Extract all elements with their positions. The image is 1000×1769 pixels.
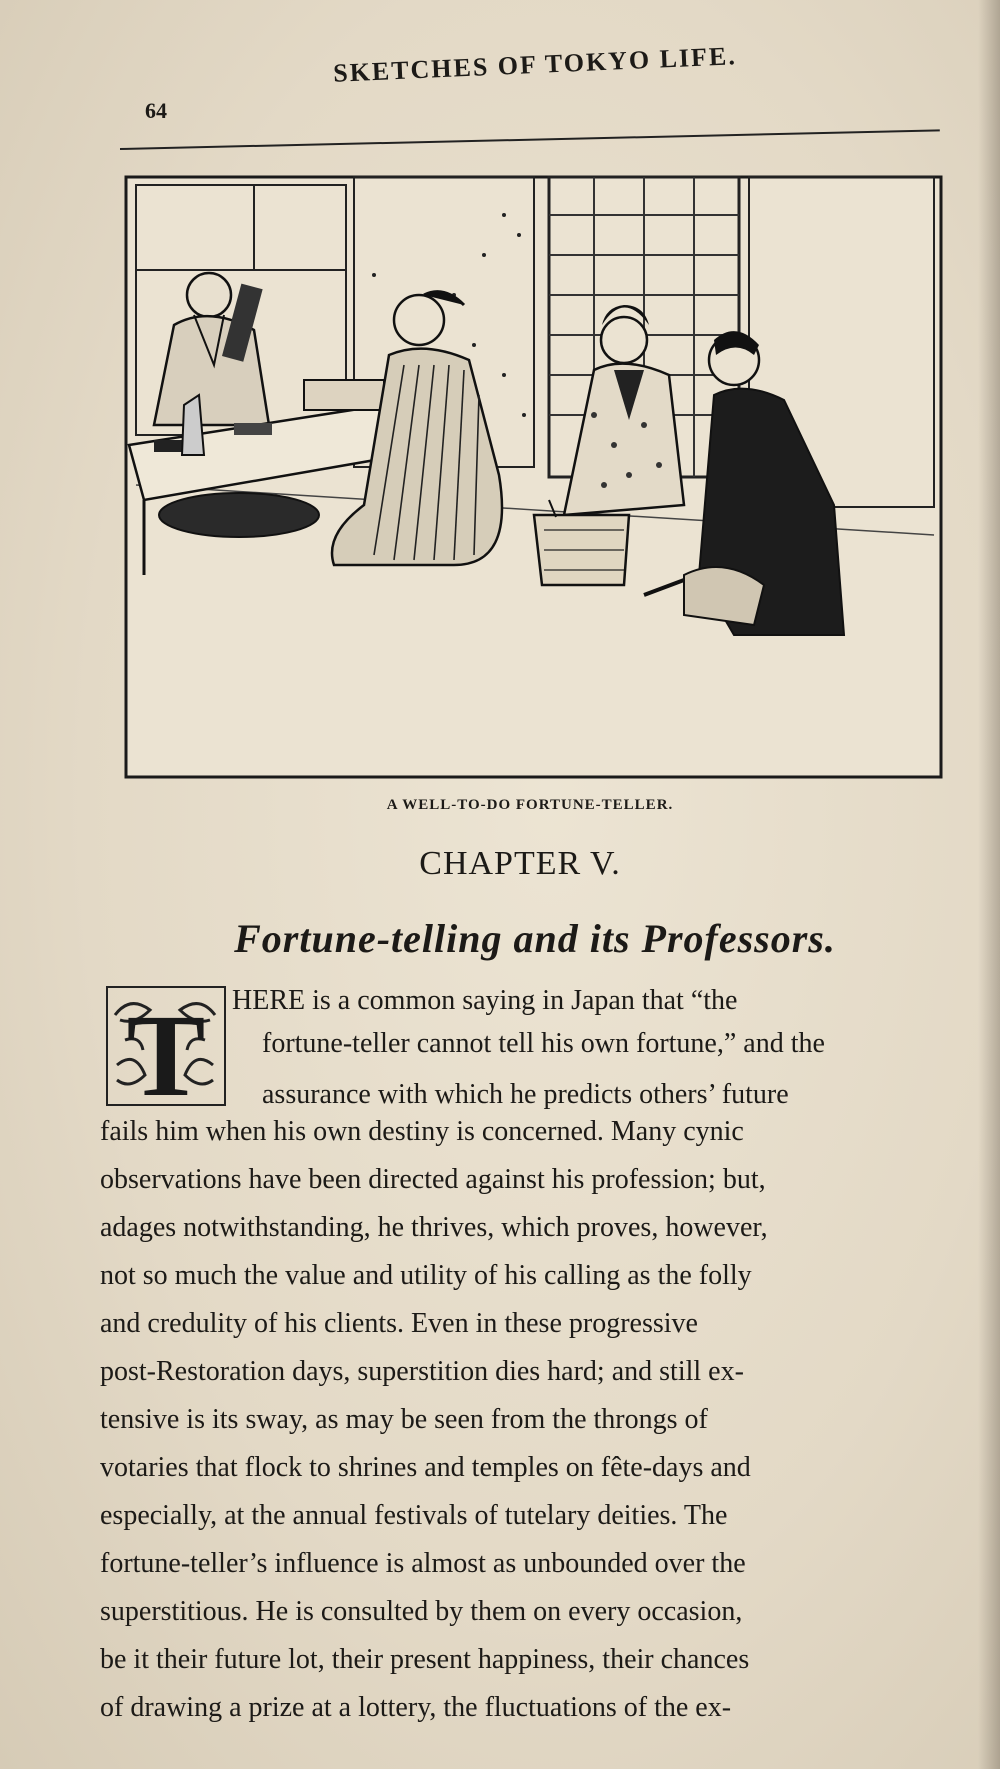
text-line: tensive is its sway, as may be seen from the throngs of <box>100 1404 708 1435</box>
header-rule <box>120 129 940 150</box>
text-line: of drawing a prize at a lottery, the fluctuations of the ex- <box>100 1692 732 1723</box>
illustration-caption: A WELL-TO-DO FORTUNE-TELLER. <box>386 797 674 813</box>
text-line: fortune-teller’s influence is almost as unbounded over the <box>100 1548 746 1579</box>
page-edge-shadow <box>978 0 1000 1769</box>
text-line: fails him when his own destiny is concerned. Many cynic <box>100 1116 744 1147</box>
page-number: 64 <box>145 98 167 123</box>
text-line: especially, at the annual festivals of tutelary deities. The <box>100 1500 728 1531</box>
text-line: assurance with which he predicts others’ future <box>262 1079 789 1110</box>
fortune-teller-illustration <box>124 155 944 790</box>
text-line: superstitious. He is consulted by them on every occasion, <box>100 1596 743 1627</box>
chapter-title: CHAPTER V. <box>419 845 621 882</box>
text-line: HERE is a common saying in Japan that “the <box>232 985 738 1016</box>
text-line: not so much the value and utility of his calling as the folly <box>100 1260 752 1291</box>
text-line: adages notwithstanding, he thrives, which proves, however, <box>100 1212 768 1243</box>
svg-text:T: T <box>126 990 206 1107</box>
text-line: post-Restoration days, superstition dies hard; and still ex- <box>100 1356 744 1387</box>
text-line: observations have been directed against his profession; but, <box>100 1164 766 1195</box>
running-head: SKETCHES OF TOKYO LIFE. <box>332 41 738 88</box>
text-line: be it their future lot, their present happiness, their chances <box>100 1644 750 1675</box>
text-line: and credulity of his clients. Even in these progressive <box>100 1308 698 1339</box>
text-line: fortune-teller cannot tell his own fortune,” and the <box>262 1028 825 1059</box>
ornamental-drop-cap-t <box>105 985 227 1107</box>
chapter-subtitle: Fortune-telling and its Professors. <box>234 916 836 961</box>
text-line: votaries that flock to shrines and temples on fête-days and <box>100 1452 751 1483</box>
